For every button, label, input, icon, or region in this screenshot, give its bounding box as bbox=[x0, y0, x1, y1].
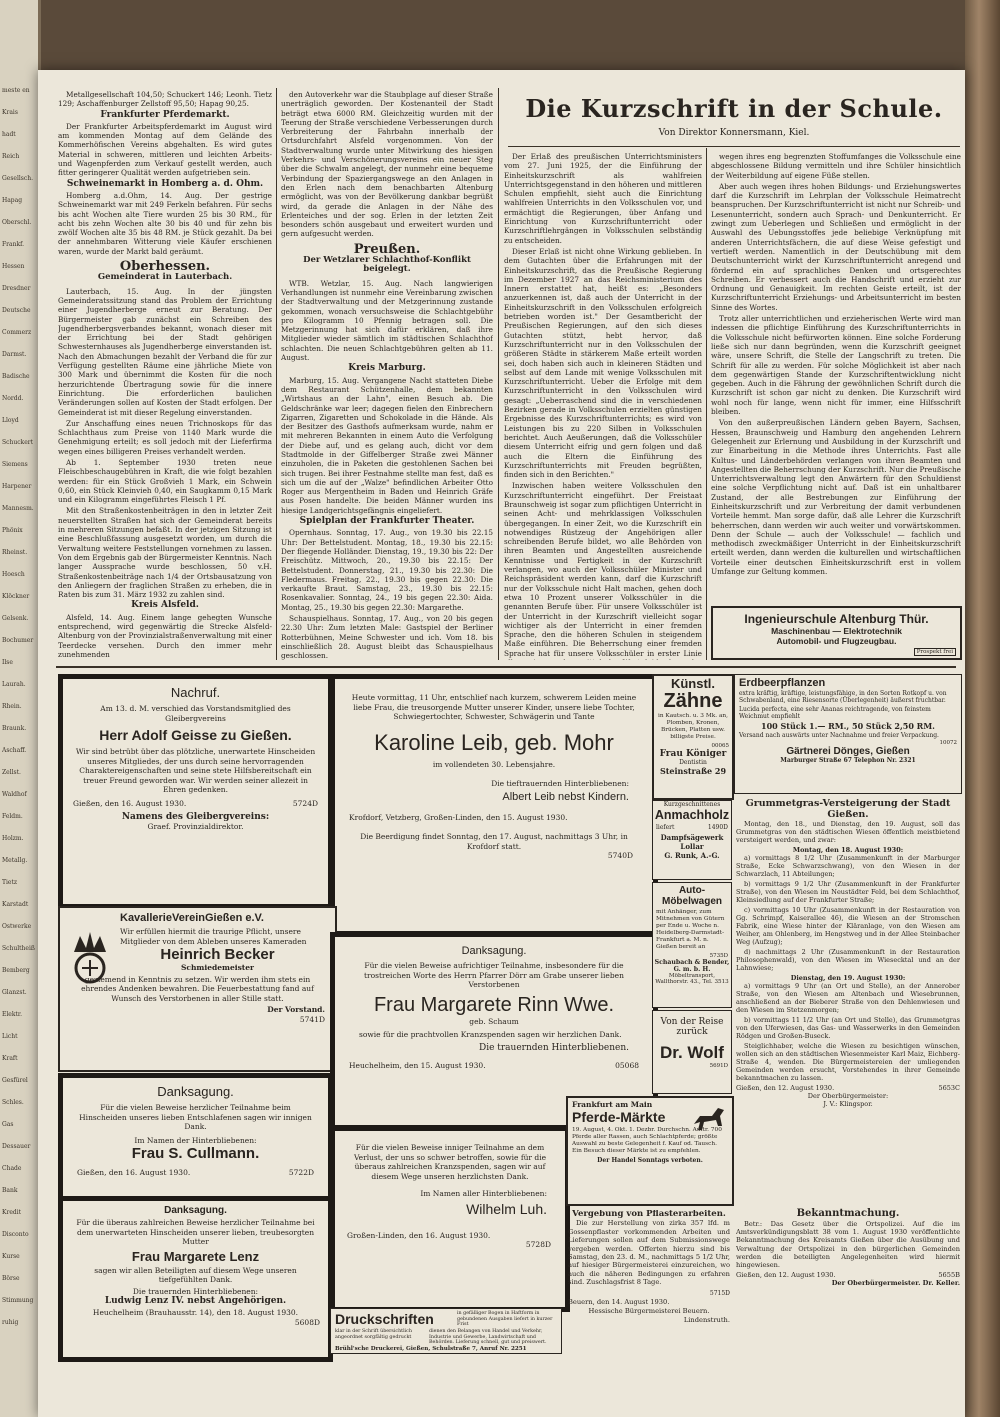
ad-anmachholz bbox=[652, 800, 732, 880]
ad-place: Gießen, den 12. August 1930. bbox=[736, 1271, 836, 1280]
ad-head: Bekanntmachung. bbox=[796, 1208, 900, 1219]
ad-sig2: Lindenstruth. bbox=[683, 1316, 730, 1325]
adjacent-page-fragment: Waldhof bbox=[2, 791, 27, 798]
ad-cullmann bbox=[58, 1073, 333, 1201]
adjacent-page-fragment: Metallg. bbox=[2, 857, 28, 864]
ad-mourners: Die trauernden Hinterbliebenen. bbox=[478, 1042, 629, 1053]
adjacent-page-fragment: Holzm. bbox=[2, 835, 24, 842]
article-text: Ab 1. September 1930 treten neue Fleischbeschaugebühren in Kraft, die wie folgt bezahlen werden: für ein Stück Großvieh 1 Mark, ein Schwein 0,60, ein Stück Kleinvieh 0,40, ein Saugkamm 0,15 Mark und ein Kilogramm eingeführtes Fleisch 1 Pf. bbox=[58, 457, 272, 505]
ad-erdbeerpflanzen bbox=[734, 674, 962, 794]
ad-name: Frau Königer bbox=[659, 749, 727, 759]
article-text: Alsfeld, 14. Aug. Einem lange gehegten Wunsche entsprechend, wird gegenwärtig die Strecke Alsfeld-Altenburg von der Provinzialstraßenverwaltung mit einer Teerdecke versehen. Durch den immer mehr zunehmenden bbox=[58, 612, 272, 659]
ad-date: Dienstag, den 19. August 1930: bbox=[790, 974, 906, 982]
ad-sig: Im Namen aller Hinterbliebenen: bbox=[420, 1189, 547, 1198]
adjacent-page-fragment: meste en bbox=[2, 87, 30, 94]
ad-head: Nachruf. bbox=[170, 685, 221, 700]
ad-item: b) vormittags 11 1/2 Uhr (an Ort und Stelle), das Grummetgras von den Uferwiesen, das Gas- und Wasserwerks in den Gemeinden Rödgen und Großen-Buseck. bbox=[736, 1016, 960, 1040]
ad-lenz bbox=[58, 1196, 333, 1362]
ad-kavallerie bbox=[58, 906, 337, 1072]
adjacent-page-fragment: Gesellsch. bbox=[2, 175, 34, 182]
ad-footer bbox=[77, 1168, 314, 1178]
adjacent-page-fragment: Rhein. bbox=[2, 703, 22, 710]
ad-grummetgras bbox=[736, 798, 960, 1202]
ad-text: klar in der Schrift übersichtlich angeordnet sorgfältig gedruckt bbox=[335, 1329, 412, 1340]
ad-firm: Schaubach & Bender, G. m. b. H. bbox=[654, 959, 730, 973]
ad-text: geziemend in Kenntnis zu setzen. Wir werden ihm stets ein ehrendes Andenken bewahren. Die Feuerbestattung fand auf Wunsch des Verstorbenen in aller Stille statt. bbox=[81, 974, 314, 1003]
ad-text: mit Anhänger, zum Mitnehmen von Gütern per Ende u. Woche n. Heidelberg-Darmstadt-Frankfurt a. M. n. Gießen bereit an bbox=[656, 909, 725, 950]
ad-job: Dentistin bbox=[679, 759, 707, 766]
ad-date: Montag, den 18. August 1930: bbox=[792, 846, 904, 854]
ad-head: Pferde-Märkte bbox=[572, 1109, 666, 1125]
adjacent-page-fragment: Braunk. bbox=[2, 725, 27, 732]
adjacent-page-fragment: Disconto bbox=[2, 1231, 29, 1238]
article-text: wegen ihres eng begrenzten Stoffumfanges die Volksschule eine abgeschlossene Bildung vermitteln und ihre Schüler hinsichtlich der Weiterbildung auf eigene Füße stellen. bbox=[711, 152, 961, 180]
ad-addr: Marburger Straße 67 Telephon Nr. 2321 bbox=[780, 757, 916, 765]
ad-ingenieurschule bbox=[711, 606, 962, 660]
column-3 bbox=[504, 152, 702, 660]
adjacent-page-fragment: Krais bbox=[2, 109, 18, 116]
ad-footer bbox=[349, 1061, 639, 1071]
heading-oberhessen: Oberhessen. bbox=[119, 259, 211, 275]
ad-item: b) vormittags 9 1/2 Uhr (Zusammenkunft in der Frankfurter Straße), von den Wiesen im Neustädter Feld, bei dem Schlachthof, Kleinsiedlung auf der Frankfurter Straße; bbox=[736, 880, 960, 904]
adjacent-page-fragment: Bemberg bbox=[2, 967, 30, 974]
ad-text: in gefälliger Bogen in Haftform in gebundenen Ausgaben liefert in kurzer Frist bbox=[457, 1311, 553, 1327]
adjacent-page-fragment: Deutsche bbox=[2, 307, 31, 314]
ad-text: Für die überaus zahlreichen Beweise herzlicher Teilnahme bei dem unerwarteten Hinscheiden unserer lieben, treubesorgten Mutter bbox=[76, 1218, 315, 1246]
ad-text: Steiglichhaber, welche die Wiesen zu besichtigen wünschen, wollen sich an den städtischen Wiesenmeister Karl Maiz, Eichberg-Straße 4, wenden. Die Bürgermeistereien der umliegenden Gemeinden werden ersucht, Vorstehendes in ihrer Gemeinde bekanntmachen zu lassen. bbox=[736, 1042, 960, 1082]
ad-code: 05068 bbox=[615, 1061, 639, 1070]
ad-text: Für die vielen Beweise aufrichtiger Teilnahme, insbesondere für die trostreichen Worte des Herrn Pfarrer Dörr am Grabe unserer lieben Verstorbenen bbox=[364, 961, 624, 989]
article-text: Dieser Erlaß ist nicht ohne Wirkung geblieben. In dem Gutachten über die Erfahrungen mit der Einheitskurzschrift, das die Preußische Regierung im Dezember 1927 an das Reichsministerium des Innern erstattet hat, heißt es: „Besonders anzuerkennen ist, daß auch der Unterricht in der Einheitskurzschrift in den Volksschulen erfolgreich betrieben worden ist." Der Gesamtbericht der Preußischen Regierungen, auf den sich dieses Gutachten stützt, hebt hervor, daß Kurzschriftunterricht nur in den Volksschulen der größeren Städte in stärkerem Maße erteilt worden sei, doch haben sich auch in kleineren Städten und selbst auf dem Lande mit wenige Volksschulen mit Kurzschriftunterricht. Ueber die Erfolge mit dem Kurzschriftunterricht in den Volksschulen wird gesagt: „Ueberraschend sind die in verschiedenen Bezirken gerade in Volksschulen erzielten günstigen Ergebnisse des Kurzschriftunterrichts; es wird von Leistungen bis zu 220 Silben in Volksschulen berichtet. Auch Aeußerungen, daß die Volksschüler diesem Unterricht eifrig und gern folgen und daß auch die Eltern die Einführung des Kurzschriftunterrichts mit Freuden begrüßten, finden sich in den Berichten." bbox=[504, 246, 702, 480]
adjacent-page-fragment: Börse bbox=[2, 1275, 20, 1282]
column-rule bbox=[498, 88, 499, 660]
ad-tag: Kurzgeschnittenes bbox=[663, 801, 721, 808]
ad-head: Danksagung. bbox=[461, 945, 527, 957]
adjacent-page-fragment: Zellst. bbox=[2, 769, 21, 776]
ad-firm2: Möbeltransport, Wallthorstr. 43., Tel. 3513 bbox=[655, 973, 729, 985]
adjacent-page-fragment: Feldm. bbox=[2, 813, 23, 820]
ad-text: geb. Schaum bbox=[469, 1016, 519, 1026]
ad-footer bbox=[736, 1271, 960, 1279]
ad-family: Albert Leib nebst Kindern. bbox=[502, 790, 629, 803]
newspaper-page bbox=[38, 70, 965, 1417]
adjacent-page-fragment: Hapag bbox=[2, 197, 23, 204]
adjacent-page-fragment: Phönix bbox=[2, 527, 23, 534]
article-text: Schauspielhaus. Sonntag, 17. Aug., von 20 bis gegen 22.30 Uhr: Zum letzten Male: Gastspiel der Berliner Rotterbühnen, Meine Schwester und ich. Vom 18. bis einschließlich 28. August bleibt das Schauspielhaus geschlossen. bbox=[281, 614, 493, 660]
article-text: Von den außerpreußischen Ländern geben Bayern, Sachsen, Hessen, Braunschweig und Hamburg den angehenden Lehrern Gelegenheit zur Erlernung und Ausbildung in der Kurzschrift und zur Einarbeitung in die Methode ihres Unterrichts. Fast alle Kultus- und Länderbehörden verlangen von ihren Beamten und Angestellten die Beherrschung der Kurzschrift. Nur die Preußische Unterrichtsverwaltung legt den Anwärtern für den Schuldienst eine solche Verpflichtung nicht auf. Daß ist ein unhaltbarer Zustand, der alle Bestrebungen zur Einführung der Einheitskurzschrift und zur Verbreitung der damit verbundenen Vorteile hemmt. Man sorge dafür, daß alle Lehrer die Kurzschrift beherrschen, dann werden wir auch weiter und vorwärtskommen. Denn der Schule — auch der Volksschule! — fachlich und methodisch zweckmäßiger Unterricht in der Einheitskurzschrift erteilt werden, dann werden die kulturellen und wirtschaftlichen Vorteile einer deutschen Einheitskurzschrift erst in vollem Umfange zur Geltung kommen. bbox=[711, 418, 961, 577]
ad-firm2: G. Runk, A.-G. bbox=[664, 851, 720, 860]
column-rule bbox=[276, 88, 277, 660]
ad-luh bbox=[330, 1126, 570, 1312]
ad-text: Wir sind betrübt über das plötzliche, unerwartete Hinscheiden unseres Mitgliedes, der uns durch seine hervorragenden Charaktereigenschaften und seine stete Hilfsbereitschaft ein treuer Freund geworden war. Wir werden seiner allezeit in Ehren gedenken. bbox=[75, 747, 316, 794]
ad-text: Für die vielen Beweise inniger Teilnahme an dem Verlust, der uns so schwer betroffen, sowie für die überaus zahlreichen Kranzspenden, sagen wir auf diesem Wege unseren herzlichsten Dank. bbox=[353, 1143, 547, 1181]
crown-emblem-icon bbox=[66, 930, 114, 988]
ad-footer bbox=[736, 1084, 960, 1092]
adjacent-page-fragment: Chade bbox=[2, 1165, 22, 1172]
ad-code: 10072 bbox=[939, 740, 957, 747]
ad-code: 5608D bbox=[294, 1317, 320, 1327]
ad-place: Heuchelheim, den 15. August 1930. bbox=[349, 1061, 486, 1070]
ad-line: Automobil- und Flugzeugbau. bbox=[776, 636, 897, 646]
ad-text: Versand nach auswärts unter Nachnahme und freier Verpackung. bbox=[739, 732, 939, 740]
ad-pferdemaerkte bbox=[566, 1096, 734, 1206]
heading-pferdemarkt: Frankfurter Pferdemarkt. bbox=[100, 109, 230, 120]
ad-dr-wolf bbox=[652, 1010, 732, 1094]
adjacent-page-fragment: Kurse bbox=[2, 1253, 20, 1260]
ad-text: Lucida perfecta, eine sehr Ananas reichtragende, von feinstem Weichmut empfiehlt bbox=[739, 705, 931, 720]
stock-intro: Metallgesellschaft 104,50; Schuckert 146; Leonh. Tietz 129; Aschaffenburger Zellstoff 95,50; Hapag 90,25. bbox=[58, 90, 272, 109]
column-1 bbox=[58, 90, 272, 660]
adjacent-page-fragment: Hoesch bbox=[2, 571, 25, 578]
ad-head: Danksagung. bbox=[164, 1205, 227, 1216]
ad-druckschriften bbox=[330, 1308, 562, 1354]
ad-text: Am 13. d. M. verschied das Vorstandsmitglied des Gleibergvereins bbox=[100, 704, 291, 723]
ad-mourners: Die tieftrauernden Hinterbliebenen: bbox=[491, 779, 629, 788]
ad-code: 5655B bbox=[938, 1271, 960, 1280]
ad-firm: Gärtnerei Dönges, Gießen bbox=[786, 746, 910, 758]
adjacent-page-fragment: Karstadt bbox=[2, 901, 29, 908]
ad-head: Druckschriften bbox=[335, 1311, 434, 1327]
ad-place: Gießen, den 16. August 1930. bbox=[77, 1168, 191, 1177]
adjacent-page-fragment: Schuckert bbox=[2, 439, 34, 446]
adjacent-page-fragment: Laurah. bbox=[2, 681, 26, 688]
ad-head: Erdbeerpflanzen bbox=[739, 677, 826, 689]
ad-footer: Der Handel Sonntags verboten. bbox=[597, 1157, 703, 1164]
adjacent-page-fragment: Gesfürel bbox=[2, 1077, 28, 1084]
adjacent-page-fragment: Gelsenk. bbox=[2, 615, 29, 622]
ad-leib bbox=[330, 674, 658, 936]
article-text: Der Erlaß des preußischen Unterrichtsministers vom 27. Juni 1925, der die Einführung der Einheitskurzschrift als wahlfreien Unterrichtsgegenstand in den höheren und mittleren Schulen empfiehlt, sieht auch die Einrichtung wahlfreien Unterrichts in den Volksschulen vor, und ermächtigt die Regierungen, über Anfang und Einrichtung von Kurzschriftunterricht oder Kurzschriftlehrgängen in Volksschulen selbständig zu entscheiden. bbox=[504, 152, 702, 245]
ad-text: in Kautsch. u. 3 Mk. an, Plomben, Kronen, Brücken, Platten usw. billigste Preise. bbox=[657, 713, 729, 740]
ad-line: Maschinenbau — Elektrotechnik bbox=[771, 626, 902, 636]
ad-name: Karoline Leib, geb. Mohr bbox=[374, 729, 614, 755]
adjacent-page-fragment: Mannesm. bbox=[2, 505, 34, 512]
ad-sig: Hessische Bürgermeisterei Beuern. bbox=[588, 1307, 710, 1316]
ad-head: Künstl. bbox=[670, 676, 716, 691]
ad-sig: Der Vorstand. bbox=[267, 1005, 325, 1014]
ad-text: 19. August, 4. Okt. 1. Dezbr. Durchschn. Auftr. 700 Pferde aller Rassen, auch Schlachtpferde; größte Auswahl zu beste Gelegenheit f. Kauf od. Tausch. Ein Besuch dieser Märkte ist zu empfehlen. bbox=[572, 1127, 722, 1154]
ad-code: 5722D bbox=[288, 1168, 314, 1177]
ad-zaehne bbox=[652, 674, 734, 800]
column-2 bbox=[281, 90, 493, 660]
ad-text: Montag, den 18., und Dienstag, den 19. August, soll das Grummetgras von den städtischen Wiesen öffentlich meistbietend versteigert werden, und zwar: bbox=[736, 820, 960, 844]
ad-item: d) nachmittags 2 Uhr (Zusammenkunft in der Restauration Philosophenwald), von den Wiesen im Wiesecktal und an der Lahnwiese; bbox=[736, 948, 960, 972]
ad-sig: Im Namen der Hinterbliebenen: bbox=[134, 1135, 257, 1145]
article-title: Die Kurzschrift in der Schule. bbox=[525, 94, 943, 123]
ad-addr: Steinstraße 29 bbox=[659, 766, 727, 776]
adjacent-page-fragment: Stimmung bbox=[2, 1297, 34, 1304]
ad-text: Betr.: Das Gesetz über die Ortspolizei. Auf die im Amtsverkündigungsblatt 38 vom 1. August 1930 veröffentlichte Bekanntmachung des Kreisamts Gießen über die Ausübung und Verwaltung der Ortspolizei in den bürgerlichen Gemeinden werden die beteiligten Angelegenheiten wird hiermit hingewiesen. bbox=[736, 1220, 960, 1270]
ad-price: 100 Stück 1.— RM., 50 Stück 2,50 RM. bbox=[761, 721, 935, 732]
ad-footer: Brühl'sche Druckerei, Gießen, Schulstraße 7, Anruf Nr. 2251 bbox=[335, 1346, 527, 1352]
article-text: Zur Anschaffung eines neuen Trichnoskops für das Schlachthaus zum Preise von 1140 Mark wurde die Genehmigung erteilt; es soll jedoch mit der Lieferfirma wegen eines billigeren Preises verhandelt werden. bbox=[58, 418, 272, 456]
ad-code: 5724D bbox=[292, 798, 318, 808]
article-text: WTB. Wetzlar, 15. Aug. Nach langwierigen Verhandlungen ist nunmehr eine Vereinbarung zwischen der Stadtverwaltung und der Metzgerinnung zustande gekommen, wonach versuchsweise die Schlachtgebühr pro Kilogramm 10 Pfennig betragen soll. Die Metzgerinnung hat sich dafür erklären, daß ihre Mitglieder wieder sämtlich im städtischen Schlachthof schlachten. Die neuen Schlachtgebühren gelten ab 11. August. bbox=[281, 278, 493, 363]
ad-place: Beuern, den 14. August 1930. bbox=[568, 1297, 670, 1306]
ad-head: Danksagung. bbox=[157, 1084, 234, 1099]
adjacent-page-fragment: Reich bbox=[2, 153, 20, 160]
ad-auto-moebelwagen bbox=[652, 882, 732, 1008]
ad-place: Krofdorf, Vetzberg, Großen-Linden, den 15. August 1930. bbox=[349, 812, 568, 822]
ad-job: Schmiedemeister bbox=[181, 963, 254, 972]
adjacent-page-fragment: Hessen bbox=[2, 263, 25, 270]
adjacent-page-fragment: Ilse bbox=[2, 659, 13, 666]
article-text: Trotz aller unterrichtlichen und erzieherischen Werte wird man indessen die pflichtige Einführung des Kurzschriftunterrichts in die Volksschule nicht befürworten können. Eine solche Forderung ließe sich nur dann begründen, wenn die Kurzschrift geeignet wäre, unsere Schrift, die Stelle der Langschrift zu treten. Die Schrift für alle zu werden. Für solche Möglichkeit ist aber nach dem gegenwärtigen Stande der Kurzschriftentwicklung nicht gegeben. Auch in die Fährung der gewöhnlichen Schrift durch die Kurzschrift ist schon gar nicht zu denken. Die Kurzschrift wird wohl noch für lange, wenn nicht für immer, eine Hilfsschrift bleiben. bbox=[711, 314, 961, 417]
ad-place: Heuchelheim (Brauhausstr. 14), den 18. August 1930. bbox=[92, 1308, 299, 1317]
ad-name: Dr. Wolf bbox=[660, 1043, 724, 1062]
adjacent-page-fragment: Elektr. bbox=[2, 1011, 23, 1018]
ad-head: Anmachholz bbox=[654, 808, 730, 822]
article-text: Homberg a.d.Ohm, 14. Aug. Der gestrige Schweinemarkt war mit 249 Ferkeln befahren. Für sechs bis acht Wochen alte Tiere wurden 25 bis 30 RM., für acht bis zehn Wochen alte 30 bis 40 und für zehn bis zwölf Wochen alte 35 bis 48 RM. je Stück gezahlt. Da bei der annehmbaren Witterung viele Käufer erschienen waren, wurde der Markt bald geräumt. bbox=[58, 190, 272, 256]
article-text: Mit den Straßenkostenbeiträgen in den in letzter Zeit neuerstellten Straßen hat sich der Gemeinderat bereits in mehreren Sitzungen befaßt. In der jetzigen Sitzung ist eine Beschlußfassung ausgesetzt worden, um durch die Verwaltung weitere Feststellungen vornehmen zu lassen. Von dem Ergebnis gab der Bürgermeister Kenntnis. Nach langer Aussprache wurde beschlossen, 50 v.H. Straßenkostenbeiträge nach 1/4 der Ortsbausatzung von den Anliegern der fraglichen Straßen zu erheben, die in Raten bis zum 31. März 1932 zu zahlen sind. bbox=[58, 506, 272, 600]
adjacent-page-fragment: Badische bbox=[2, 373, 30, 380]
article-text: Opernhaus. Sonntag, 17. Aug., von 19.30 bis 22.15 Uhr: Der Bettelstudent. Montag, 18., 19.30 bis 22.15: Der fliegende Holländer. Dienstag, 19., 19.30 bis 22: Der Freischütz. Mittwoch, 20., 19.30 bis 22.15: Der Bettelstudent. Donnerstag, 21., 19.30 bis 22.30: Die Fledermaus. Freitag, 22., 19.30 bis gegen 22.30: Die verkaufte Braut. Samstag, 23., 19.30 bis 22.15: Rosenkavalier. Sonntag, 24., 19 bis gegen 22.30: Aida. Montag, 25., 19.30 bis gegen 22.30: Margarethe. bbox=[281, 528, 493, 612]
adjacent-page-fragment: Oberschl. bbox=[2, 219, 32, 226]
book-binding bbox=[965, 0, 1000, 1417]
ad-place: Gießen, den 12. August 1930. bbox=[736, 1084, 835, 1092]
ad-item: c) vormittags 10 Uhr (Zusammenkunft in der Restauration von Gg. Schrimpf, Kaiserallee 46), die Wiesen an der Stromschen Fabrik, eine Wiese hinter der Kläranlage, von den Wiesen am Weiher, am Ohlenberg, im Hengstweg und in der Allee Steinbacher Weg (Aufzug); bbox=[736, 906, 960, 946]
adjacent-page-fragment: Aschaff. bbox=[2, 747, 27, 754]
ad-family: Ludwig Lenz IV. nebst Angehörigen. bbox=[104, 1296, 287, 1306]
article-text: Aber auch wegen ihres hohen Bildungs- und Erziehungswertes darf die Kurzschrift im Lehrplan der Volksschule Heimatrecht beanspruchen. Der Kurzschriftunterricht ist nicht nur Schreib- und Lesenunterricht, sondern auch Sprach- und Denkunterricht. Er zwingt zum Ueberlegen und Schließen und ermöglicht in der Auswahl des Uebungsstoffes jede beliebige Verknüpfung mit anderen Unterrichtsfächern, die auf diese Weise gefestigt und vertieft werden. Namentlich in der Deutschübung mit dem Deutschunterricht wirkt der Kurzschriftunterricht anregend und fördernd ein auf sprachliches Denken und ortsgerechtes Schreiben. Er verbessert auch die Handschrift und erzieht zur Ordnung und Genauigkeit. Im rechten Geiste erteilt, ist der Kurzschriftunterricht Erziehungs- und Arbeitsunterricht im besten Sinne des Wortes. bbox=[711, 181, 961, 312]
adjacent-page-fragment: Rheinst. bbox=[2, 549, 28, 556]
ad-code: 5691D bbox=[709, 1063, 728, 1069]
article-text: Marburg, 15. Aug. Vergangene Nacht statteten Diebe dem Restaurant Schützenhalle, dem bekannten „Wirtshaus an der Lahn", einen Besuch ab. Die Geldschränke war leer; dagegen fielen den Einbrechern Zigarren, Zigaretten und Schokolade in die Hände. Als der Besitzer des Gasthofs aufmerksam wurde, nahm er mit mehreren Bekannten in einem Auto die Verfolgung der Diebe auf, und es gelang auch, dicht vor dem Stadtmolde in der Giffelberger Straße zwei Männer einzuholen, die in Paketen die gestohlenen Sachen bei sich trugen. Bei ihrer Festnahme stellte man fest, daß es sich um die auf der „Walze" befindlichen Arbeiter Otto Roger aus Mergentheim in Baden und Heinrich Gräfe aus Posen handelte. Die beiden Männer wurden ins hiesige Landgerichtsgefängnis eingeliefert. bbox=[281, 375, 493, 515]
adjacent-page-fragment: Nordd. bbox=[2, 395, 24, 402]
adjacent-page-fragment: Siemens bbox=[2, 461, 28, 468]
ad-text: extra kräftig, kräftige, leistungsfähige, in den Sorten Rotkopf u. von Schwabenland, eine Riesensorte (Überlegenheit) äußerst fruchtbar. bbox=[739, 690, 947, 705]
article-author: Von Direktor Konnersmann, Kiel. bbox=[658, 128, 810, 138]
ad-head: KavallerieVereinGießen e.V. bbox=[120, 912, 264, 924]
ad-bekanntmachung bbox=[736, 1208, 960, 1352]
adjacent-page-fragment: Frankf. bbox=[2, 241, 25, 248]
ad-place: Gießen, den 16. August 1930. bbox=[73, 798, 187, 808]
adjacent-page-fragment: Klöckner bbox=[2, 593, 30, 600]
section-rule bbox=[56, 666, 956, 668]
ad-head: Vergebung von Pflasterarbeiten. bbox=[572, 1210, 726, 1219]
ad-footer bbox=[73, 799, 318, 809]
ad-name: Frau Margarete Rinn Wwe. bbox=[373, 993, 615, 1016]
ad-code: 5740D bbox=[607, 851, 633, 860]
ad-sig: Der Oberbürgermeister. Dr. Keller. bbox=[831, 1279, 960, 1288]
heading-theater: Spielplan der Frankfurter Theater. bbox=[299, 516, 475, 527]
ad-text: sowie für die prachtvollen Kranzspenden sagen wir herzlichen Dank. bbox=[359, 1030, 622, 1039]
column-4 bbox=[711, 152, 961, 602]
ad-name: Frau Margarete Lenz bbox=[131, 1248, 260, 1264]
adjacent-page-fragment: Dessauer bbox=[2, 1143, 31, 1150]
subheading-wetzlar: Der Wetzlarer Schlachthof-Konflikt beigelegt. bbox=[303, 255, 471, 275]
ad-head2: Zähne bbox=[663, 690, 723, 712]
ad-code: 5653C bbox=[938, 1084, 960, 1092]
ad-pflasterarbeiten bbox=[568, 1210, 730, 1352]
adjacent-page-fragment: Bank bbox=[2, 1187, 18, 1194]
heading-alsfeld: Kreis Alsfeld. bbox=[131, 600, 199, 611]
ad-item: a) vormittags 9 Uhr (an Ort und Stelle), an der Annerober Straße, von den Wiesen am Altenbach und Wiesebrunnen, anschließend an der Bieberer Straße von den Dehlenwiesen und den Wiesen im Stetzenmorgen; bbox=[736, 982, 960, 1014]
ad-name: Herr Adolf Geisse zu Gießen. bbox=[99, 727, 292, 743]
ad-tag: Frankfurt am Main bbox=[572, 1100, 653, 1109]
adjacent-page-fragment: Ostwerke bbox=[2, 923, 32, 930]
ad-text: Von der Reise zurück bbox=[660, 1017, 724, 1037]
adjacent-page-fragment: Tietz bbox=[2, 879, 18, 886]
adjacent-page-fragment: Lloyd bbox=[2, 417, 19, 424]
ad-code: 5715D bbox=[709, 1289, 730, 1297]
ad-code: 5735D bbox=[709, 953, 728, 959]
subheading-lauterbach: Gemeinderat in Lauterbach. bbox=[97, 272, 233, 283]
heading-preussen: Preußen. bbox=[353, 241, 421, 257]
horse-icon bbox=[690, 1104, 728, 1132]
ad-text: Für die vielen Beweise herzlicher Teilnahme beim Hinscheiden unseres lieben Entschlafenen sagen wir innigen Dank. bbox=[79, 1103, 312, 1131]
adjacent-page-fragment: ruhig bbox=[2, 1319, 19, 1326]
ad-sig: Der Oberbürgermeister: bbox=[807, 1092, 889, 1100]
ad-text: sagen wir allen Beteiligten auf diesem Wege unseren tiefgefühlten Dank. bbox=[94, 1265, 297, 1284]
title-rule bbox=[508, 146, 960, 147]
ad-code: 00065 bbox=[711, 743, 729, 749]
ad-firm: Dampfsägewerk Lollar bbox=[660, 833, 724, 851]
ad-text: im vollendeten 30. Lebensjahre. bbox=[432, 759, 556, 769]
adjacent-page-fragment: Commerz bbox=[2, 329, 32, 336]
article-text: Der Frankfurter Arbeitspferdemarkt im August wird am kommenden Montag auf dem Gelände des Kommerhöfischen Vereins abgehalten. Es wird gutes Material in schweren, mittleren und leichten Arbeits- und Wagenpferden zum Verkauf gestellt werden, auch fitter geringerer Qualität werden aufgetrieben sein. bbox=[58, 121, 272, 178]
ad-sig2: J. V.: Klingspor. bbox=[823, 1100, 873, 1108]
adjacent-page-fragment: Dresdner bbox=[2, 285, 31, 292]
ad-text: Wir erfüllen hiermit die traurige Pflicht, unsere Mitglieder von dem Ableben unseres Kameraden bbox=[120, 927, 307, 946]
heading-marburg: Kreis Marburg. bbox=[348, 363, 426, 374]
ad-code: 5741D bbox=[299, 1014, 325, 1024]
adjacent-page-fragment: Kredit bbox=[2, 1209, 22, 1216]
article-text: den Autoverkehr war die Staubplage auf dieser Straße unerträglich geworden. Der Kostenanteil der Stadt beträgt etwa 6000 RM. Gleichzeitig wurden mit der Teerung der Straße verschiedene Verbesserungen durch Verbreiterung der Fahrbahn innerhalb der Ortsdurchfahrt Alsfeld vorgenommen. Von der Stadtverwaltung wurde unter Mitwirkung des hiesigen Verkehrs- und Verschönerungsvereins ein neuer Steg über die Schwalm angelegt, der nunmehr eine bequeme Verbindung der Spaziergangswege an den Anlagen in den Erlen nach dem benachbarten Altenburg ermöglicht, was von der Bevölkerung dankbar begrüßt wird, da gerade die Anlagen in der Nähe des Erlenteiches und der sog. Erlen in der letzten Zeit besonders schön ausgebaut und erweitert wurden und gern aufgesucht werden. bbox=[281, 90, 493, 239]
ad-name: Heinrich Becker bbox=[160, 946, 275, 963]
ad-head: Grummetgras-Versteigerung der Stadt Gießen. bbox=[745, 798, 951, 820]
ad-head: Auto-Möbelwagen bbox=[661, 885, 722, 907]
ad-nachruf-geisse bbox=[58, 674, 333, 909]
adjacent-page-fragment: Harpener bbox=[2, 483, 32, 490]
ad-text: Die zur Herstellung von zirka 357 lfd. m Gossenpflaster vorkommenden Arbeiten und Lieferungen sollen auf dem Submissionswege vergeben werden. Offerten hierzu sind bis Samstag, den 23. d. M., nachmittags 5 1/2 Uhr, auf hiesiger Bürgermeisterei einzureichen, wo auch die näheren Bedingungen zu erfahren sind. Zuschlagsfrist 8 Tage. bbox=[568, 1219, 730, 1287]
column-rule bbox=[706, 148, 707, 660]
adjacent-page-fragment: Kraft bbox=[2, 1055, 18, 1062]
ad-name: Wilhelm Luh. bbox=[466, 1200, 547, 1217]
adjacent-page-fragment: Gas bbox=[2, 1121, 14, 1128]
adjacent-page-text bbox=[2, 80, 36, 1380]
article-text: Inzwischen haben weitere Volksschulen den Kurzschriftunterricht eingeführt. Der Freistaat Braunschweig ist sogar zum pflichtigen Unterricht in seinen Acht- und mehrklassigen Volksschulen übergegangen. In einer Zeit, wo die Kurzschrift ein notwendiges Rüstzeug der Angehörigen aller schreibenden Berufe bildet, wo alle Behörden von ihren Beamten und Angestellten ausreichende Kenntnisse und Fertigkeit in der Kurzschrift verlangen, wo auch der Volksschüler Minister und Reichspräsident werden kann, darf die Kurzschrift nur der Volksschule nicht Halt machen, gehen doch etwa 10 Prozent unserer Volksschüler in die genannten Berufe über. Für unsere Volksschüler ist der Unterricht in der Kurzschrift vielleicht sogar wichtiger als der Unterricht in einer fremden Sprache, den die höheren Schulen in steigendem Maße einführen. Die Beherrschung einer fremden Sprache hat für unsere Volksschüler in erster Linie bbox=[504, 481, 702, 658]
adjacent-page-fragment: Schles. bbox=[2, 1099, 24, 1106]
adjacent-page-fragment: Schultheiß bbox=[2, 945, 35, 952]
ad-place: Großen-Linden, den 16. August 1930. bbox=[347, 1230, 491, 1240]
ad-text: dienen den Belangen von Handel und Verkehr, Industrie und Gewerbe, Landwirtschaft und Behörden. Lieferung schnell, gut und preiswert. bbox=[429, 1329, 547, 1345]
ad-sig: Namens des Gleibergvereins: bbox=[121, 812, 270, 822]
heading-schweinemarkt: Schweinemarkt in Homberg a. d. Ohm. bbox=[66, 178, 264, 189]
article-text: Lauterbach, 15. Aug. In der jüngsten Gemeinderatssitzung stand das Problem der Errichtung einer Jugendherberge erneut zur Beratung. Der Bürgermeister gab zunächst ein Schreiben des Jugendherbergsverbandes bekannt, wonach dieser mit der Errichtung bei der Stadt gehörigen Schwesternhauses als Jugendherberge einverstanden ist. Nach den Abmachungen bezahlt der Verband die für zur Verfügung gestellten Räume eine jährliche Miete von 300 Mark und übernimmt die Kosten für die noch herzurichtende Übertragung sowie für die innere Einrichtung. Die erforderlichen baulichen Veränderungen sollen auf Kosten der Stadt erfolgen. Der Gemeinderat ist mit dieser Regelung einverstanden. bbox=[58, 286, 272, 417]
adjacent-page-fragment: hadt bbox=[2, 131, 16, 138]
adjacent-page-fragment: Darmst. bbox=[2, 351, 27, 358]
ad-title: Ingenieurschule Altenburg Thür. bbox=[744, 612, 929, 626]
adjacent-page-fragment: Glanzst. bbox=[2, 989, 27, 996]
ad-mourners: Die trauernden Hinterbliebenen: bbox=[132, 1286, 259, 1296]
ad-text: Heute vormittag, 11 Uhr, entschlief nach kurzem, schwerem Leiden meine liebe Frau, die treusorgende Mutter unserer Kinder, unsere liebe Tochter, Schwiegertochter, Schwester, Schwägerin und Tante bbox=[351, 693, 637, 721]
ad-line bbox=[656, 824, 728, 831]
ad-text: liefert bbox=[656, 824, 675, 831]
ad-sig2: Graef. Provinzialdirektor. bbox=[147, 822, 244, 831]
adjacent-page-fragment: Bochumer bbox=[2, 637, 34, 644]
ad-funeral: Die Beerdigung findet Sonntag, den 17. August, nachmittags 3 Uhr, in Krofdorf statt. bbox=[360, 832, 628, 851]
ad-code: 5728D bbox=[525, 1240, 551, 1249]
ad-code: 1490D bbox=[707, 824, 728, 831]
adjacent-page-fragment: Licht bbox=[2, 1033, 18, 1040]
ad-name: Frau S. Cullmann. bbox=[131, 1145, 260, 1162]
ad-item: a) vormittags 8 1/2 Uhr (Zusammenkunft in der Marburger Straße, Ecke Schwarzschwang), von den Wiesen in der Schwarzlach, 11 Abteilungen; bbox=[736, 854, 960, 878]
ad-tag: Prospekt frei bbox=[914, 648, 956, 656]
